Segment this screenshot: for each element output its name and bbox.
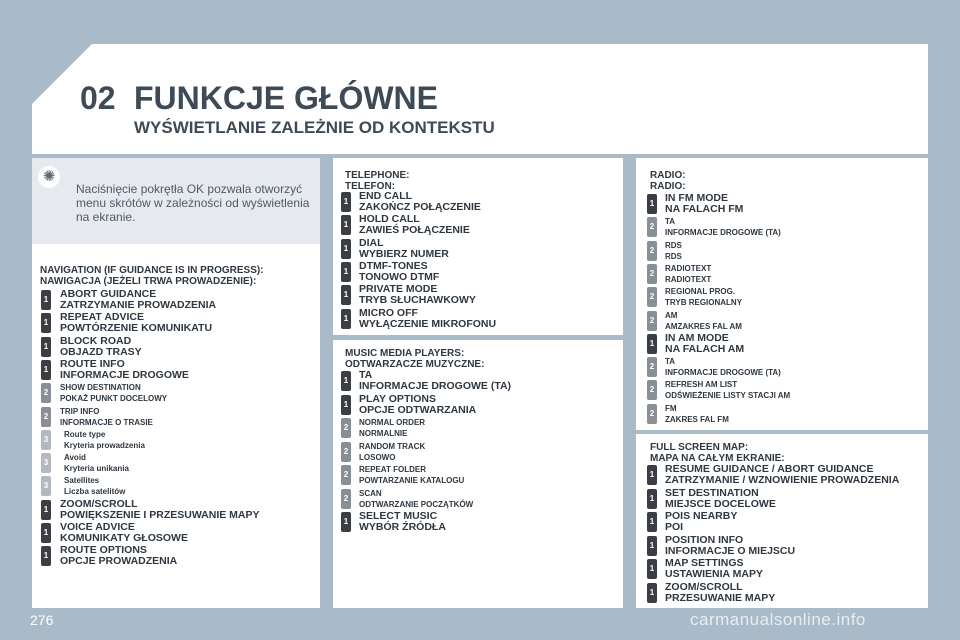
level-badge: 1 [647, 489, 657, 509]
menu-item-english: RADIOTEXT [665, 263, 712, 273]
menu-item [665, 379, 790, 401]
level-badge: 2 [341, 489, 351, 509]
menu-item-polish: AMZAKRES FAL AM [665, 321, 742, 331]
level-badge: 2 [647, 287, 657, 307]
menu-item-polish: MIEJSCE DOCELOWE [665, 497, 776, 510]
menu-item-english: ABORT GUIDANCE [60, 288, 157, 300]
lightbulb-icon: ✺ [38, 166, 60, 188]
level-badge: 2 [341, 465, 351, 485]
level-badge: 1 [647, 194, 657, 214]
menu-item-polish: WYBIERZ NUMER [359, 247, 449, 260]
menu-item-english: PRIVATE MODE [359, 283, 438, 296]
menu-item-polish: NA FALACH AM [665, 342, 745, 355]
level-badge: 3 [41, 453, 51, 473]
level-badge: 1 [341, 239, 351, 259]
level-badge: 1 [41, 500, 51, 520]
menu-item-english: MAP SETTINGS [665, 557, 744, 569]
menu-item-polish: Liczba satelitów [64, 487, 126, 497]
radio-section-title: RADIO: RADIO: [650, 170, 686, 192]
level-badge: 1 [41, 290, 51, 310]
menu-item [64, 452, 129, 474]
menu-item-polish: NA FALACH FM [665, 203, 744, 215]
page-title: FUNKCJE GŁÓWNE [134, 80, 438, 116]
menu-item [359, 238, 449, 260]
menu-item-english: TA [665, 357, 676, 367]
level-badge: 1 [647, 559, 657, 579]
menu-item-polish: INFORMACJE DROGOWE (TA) [665, 228, 781, 238]
level-badge: 2 [647, 380, 657, 400]
level-badge: 2 [41, 383, 51, 403]
telephone-section-title: TELEPHONE: TELEFON: [345, 170, 410, 192]
menu-item [665, 240, 682, 262]
menu-item [60, 312, 212, 334]
menu-item [665, 263, 711, 285]
menu-item [359, 191, 481, 213]
fullscreen-section-title: FULL SCREEN MAP: MAPA NA CAŁYM EKRANIE: [650, 442, 785, 464]
menu-item-english: ROUTE OPTIONS [60, 544, 147, 557]
menu-item-english: AM [665, 310, 678, 320]
menu-item [665, 511, 737, 533]
menu-item-polish: NORMALNIE [359, 429, 408, 438]
level-badge: 1 [341, 395, 351, 415]
page-number: 276 [30, 612, 54, 628]
level-badge: 3 [41, 476, 51, 496]
menu-item-english: RDS [665, 240, 682, 250]
menu-item-english: MICRO OFF [359, 306, 418, 319]
menu-item [359, 417, 425, 439]
menu-item [60, 382, 167, 404]
menu-item-polish: POWTARZANIE KATALOGU [359, 476, 465, 485]
menu-item-polish: INFORMACJE O TRASIE [60, 417, 153, 427]
menu-item-polish: ZAWIEŚ POŁĄCZENIE [359, 224, 470, 237]
menu-item-polish: Kryteria unikania [64, 464, 129, 474]
menu-item-english: IN AM MODE [665, 331, 729, 344]
menu-item [64, 429, 145, 451]
menu-item-english: PLAY OPTIONS [359, 392, 437, 405]
menu-item-polish: ODTWARZANIE POCZĄTKÓW [359, 499, 474, 509]
menu-item-polish: KOMUNIKATY GŁOSOWE [60, 532, 188, 544]
level-badge: 1 [647, 512, 657, 532]
tip-text: Naciśnięcie pokrętła OK pozwala otworzyć menu skrótów w zależności od wyświetlenia na ekranie. [76, 182, 310, 224]
level-badge: 2 [647, 264, 657, 284]
menu-item-polish: PRZESUWANIE MAPY [665, 591, 776, 604]
music-section-title: MUSIC MEDIA PLAYERS: ODTWARZACZE MUZYCZNE: [345, 348, 485, 370]
menu-item-english: VOICE ADVICE [60, 521, 135, 533]
menu-item-english: TA [665, 217, 676, 227]
menu-item-english: BLOCK ROAD [60, 334, 132, 347]
chapter-number: 02 [80, 80, 116, 116]
menu-item-english: REPEAT ADVICE [60, 311, 145, 324]
menu-item-english: Avoid [64, 453, 86, 463]
level-badge: 1 [341, 262, 351, 282]
level-badge: 2 [341, 442, 351, 462]
menu-item-english: RANDOM TRACK [359, 441, 426, 451]
menu-item-english: SCAN [359, 488, 382, 498]
menu-item-english: ZOOM/SCROLL [60, 497, 138, 510]
menu-item [359, 441, 425, 463]
menu-item-english: DTMF-TONES [359, 259, 428, 272]
menu-item-polish: TRYB SŁUCHAWKOWY [359, 294, 476, 307]
menu-item [60, 359, 189, 381]
menu-item [359, 308, 496, 330]
menu-item-english: END CALL [359, 190, 413, 202]
menu-item [359, 464, 464, 486]
menu-item [665, 193, 743, 215]
level-badge: 1 [647, 536, 657, 556]
menu-item-english: ZOOM/SCROLL [665, 580, 743, 593]
watermark: carmanualsonline.info [690, 610, 866, 629]
level-badge: 1 [41, 337, 51, 357]
menu-item [359, 370, 511, 392]
menu-item-english: TA [359, 369, 373, 381]
level-badge: 2 [647, 311, 657, 331]
menu-item-polish: INFORMACJE DROGOWE (TA) [359, 380, 512, 392]
level-badge: 2 [647, 404, 657, 424]
menu-item [665, 558, 763, 580]
level-badge: 1 [41, 360, 51, 380]
menu-item-polish: INFORMACJE DROGOWE (TA) [665, 368, 781, 378]
level-badge: 1 [41, 313, 51, 333]
level-badge: 1 [341, 309, 351, 329]
level-badge: 1 [341, 512, 351, 532]
level-badge: 1 [41, 523, 51, 543]
menu-item-polish: OPCJE PROWADZENIA [60, 555, 178, 568]
menu-item-polish: WYBÓR ŹRÓDŁA [359, 521, 446, 533]
menu-item-english: FM [665, 403, 677, 413]
page-subtitle: WYŚWIETLANIE ZALEŻNIE OD KONTEKSTU [134, 118, 495, 137]
menu-item-polish: OBJAZD TRASY [60, 345, 142, 358]
menu-item-english: HOLD CALL [359, 213, 420, 226]
menu-item-polish: ZAKRES FAL FM [665, 414, 729, 424]
menu-item [359, 394, 476, 416]
menu-item [665, 286, 742, 308]
level-badge: 3 [41, 430, 51, 450]
menu-item-polish: INFORMACJE O MIEJSCU [665, 544, 796, 557]
menu-item-polish: ZAKOŃCZ POŁĄCZENIE [359, 201, 481, 213]
navigation-section-title: NAVIGATION (IF GUIDANCE IS IN PROGRESS): NAWIGACJA (JEŻELI TRWA PROWADZENIE): [40, 265, 264, 287]
menu-item-polish: POKAŻ PUNKT DOCELOWY [60, 394, 168, 404]
menu-item [665, 582, 775, 604]
menu-item [665, 488, 776, 510]
menu-item [665, 403, 729, 425]
tip-box [32, 158, 320, 244]
level-badge: 1 [647, 465, 657, 485]
menu-item-english: ROUTE INFO [60, 357, 125, 370]
menu-item [60, 406, 153, 428]
menu-item [665, 356, 781, 378]
level-badge: 2 [41, 407, 51, 427]
menu-item-polish: USTAWIENIA MAPY [665, 568, 764, 580]
menu-item-english: Satellites [64, 476, 100, 486]
menu-item [359, 488, 473, 510]
menu-item [64, 475, 125, 497]
menu-item [60, 522, 188, 544]
menu-item-polish: ZATRZYMANIE PROWADZENIA [60, 299, 217, 311]
menu-item-english: TRIP INFO [60, 406, 100, 416]
menu-item [60, 545, 177, 567]
level-badge: 2 [647, 217, 657, 237]
level-badge: 1 [647, 583, 657, 603]
menu-item-english: REPEAT FOLDER [359, 465, 426, 474]
menu-item-polish: POI [665, 521, 684, 533]
level-badge: 1 [341, 371, 351, 391]
menu-item [60, 499, 260, 521]
menu-item-english: DIAL [359, 236, 384, 249]
menu-item [665, 310, 742, 332]
menu-item-polish: TONOWO DTMF [359, 270, 440, 283]
level-badge: 1 [341, 192, 351, 212]
menu-item-polish: RDS [665, 251, 682, 261]
level-badge: 2 [647, 357, 657, 377]
menu-item-polish: ODŚWIEŻENIE LISTY STACJI AM [665, 391, 791, 401]
menu-item-english: POIS NEARBY [665, 510, 738, 522]
menu-item-polish: TRYB REGIONALNY [665, 298, 743, 308]
menu-item-polish: OPCJE ODTWARZANIA [359, 403, 477, 416]
menu-item-english: SHOW DESTINATION [60, 383, 141, 393]
level-badge: 1 [647, 334, 657, 354]
level-badge: 2 [341, 418, 351, 438]
menu-item-english: SELECT MUSIC [359, 510, 438, 522]
menu-item-polish: LOSOWO [359, 452, 396, 462]
menu-item-english: NORMAL ORDER [359, 418, 426, 427]
level-badge: 2 [647, 241, 657, 261]
level-badge: 1 [41, 546, 51, 566]
menu-item [60, 289, 216, 311]
level-badge: 1 [341, 285, 351, 305]
menu-item-english: REFRESH AM LIST [665, 380, 738, 390]
menu-item-polish: POWIĘKSZENIE I PRZESUWANIE MAPY [60, 508, 260, 521]
menu-item-english: IN FM MODE [665, 192, 728, 204]
menu-item [359, 284, 476, 306]
menu-item [359, 214, 470, 236]
menu-item [665, 216, 781, 238]
menu-item-english: POSITION INFO [665, 533, 744, 546]
menu-item [665, 333, 744, 355]
menu-item [60, 336, 142, 358]
menu-item [665, 535, 795, 557]
menu-item-polish: ZATRZYMANIE / WZNOWIENIE PROWADZENIA [665, 474, 900, 486]
menu-item-english: RESUME GUIDANCE / ABORT GUIDANCE [665, 463, 874, 475]
menu-item-polish: Kryteria prowadzenia [64, 440, 145, 450]
menu-item-polish: RADIOTEXT [665, 274, 712, 284]
menu-item-english: REGIONAL PROG. [665, 287, 736, 297]
menu-item [665, 464, 899, 486]
menu-item-english: Route type [64, 429, 106, 439]
menu-item [359, 511, 446, 533]
menu-item-polish: WYŁĄCZENIE MIKROFONU [359, 317, 497, 330]
menu-item-polish: POWTÓRZENIE KOMUNIKATU [60, 322, 213, 335]
menu-item-polish: INFORMACJE DROGOWE [60, 368, 189, 381]
menu-item [359, 261, 439, 283]
level-badge: 1 [341, 215, 351, 235]
menu-item-english: SET DESTINATION [665, 486, 759, 499]
